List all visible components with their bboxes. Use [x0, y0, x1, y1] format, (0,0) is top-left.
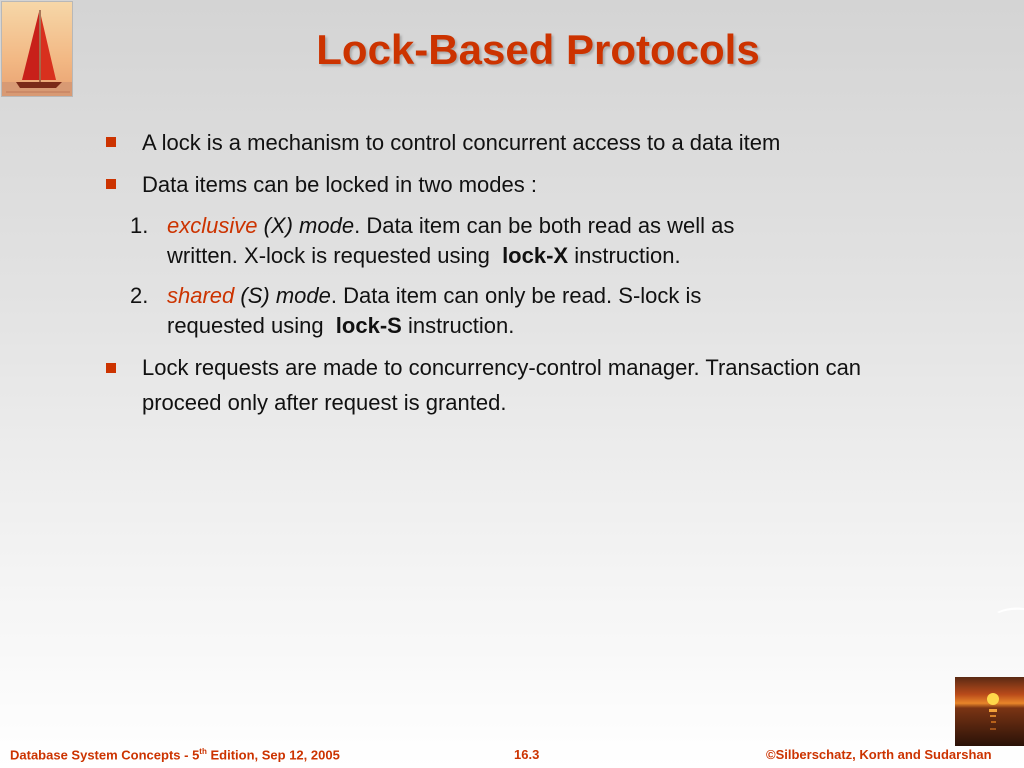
- instruction-name: lock-X: [502, 243, 569, 268]
- instruction-name: lock-S: [335, 313, 402, 338]
- item-line: [167, 211, 734, 241]
- mode-abbr: (X) mode: [263, 213, 355, 238]
- slide-title: Lock-Based Protocols: [316, 26, 760, 73]
- footer-copyright: ©Silberschatz, Korth and Sudarshan: [766, 747, 992, 762]
- item-line: [167, 311, 514, 341]
- mode-desc: requested using: [167, 313, 324, 338]
- mode-name: exclusive: [167, 213, 258, 238]
- mode-desc: written. X-lock is requested using: [167, 243, 490, 268]
- item-line: [167, 281, 701, 311]
- bullet-text: Lock requests are made to concurrency-control manager. Transaction can: [142, 355, 862, 380]
- bullet-text: Data items can be locked in two modes :: [142, 172, 537, 197]
- sunset-image: [955, 677, 1024, 746]
- footer-left: [10, 747, 340, 762]
- mode-desc: instruction.: [401, 313, 515, 338]
- bullet-text: proceed only after request is granted.: [142, 390, 507, 415]
- item-line: [167, 241, 681, 271]
- square-bullet-icon: [106, 137, 116, 147]
- item-number: 1.: [130, 213, 149, 238]
- footer-text: Database System Concepts - 5: [10, 747, 200, 763]
- mode-desc: . Data item can be both read as well as: [354, 213, 735, 238]
- footer-text: Edition, Sep 12, 2005: [206, 747, 340, 763]
- mode-abbr: (S) mode: [240, 283, 331, 308]
- square-bullet-icon: [106, 179, 116, 189]
- footer-sup: th: [199, 747, 207, 756]
- decorative-swoosh: [995, 600, 1024, 625]
- bullet-text: A lock is a mechanism to control concurrent access to a data item: [142, 130, 781, 155]
- item-number: 2.: [130, 283, 149, 308]
- mode-desc: instruction.: [568, 243, 681, 268]
- mode-desc: . Data item can only be read. S-lock is: [330, 283, 702, 308]
- square-bullet-icon: [106, 363, 116, 373]
- mode-name: shared: [167, 283, 235, 308]
- slide-number: 16.3: [514, 747, 540, 762]
